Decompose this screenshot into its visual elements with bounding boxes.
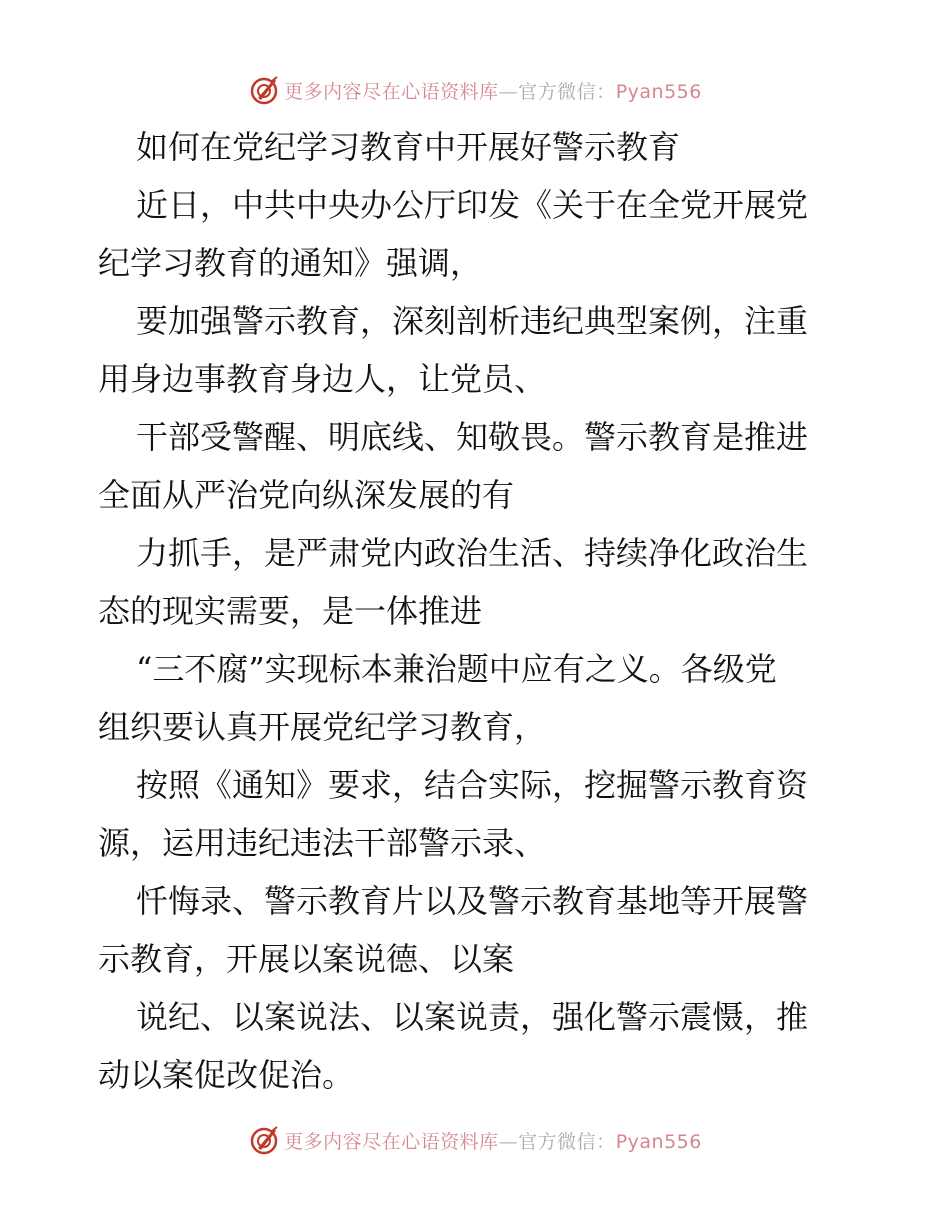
footer-banner-inner xyxy=(248,1124,702,1156)
header-banner-dash: — xyxy=(498,80,519,103)
document-title: 如何在党纪学习教育中开展好警示教育 xyxy=(136,128,681,166)
footer-banner-main: 更多内容尽在心语资料库 xyxy=(284,1130,499,1153)
paragraph-line: 用身边事教育身边人，让党员、 xyxy=(98,360,547,398)
paragraph-line: 示教育，开展以案说德、以案 xyxy=(98,940,515,978)
paragraph-line: 纪学习教育的通知》强调， xyxy=(98,244,483,282)
quill-logo-icon xyxy=(248,74,280,106)
paragraph-line: 忏悔录、警示教育片以及警示教育基地等开展警 xyxy=(136,882,809,920)
header-banner xyxy=(0,70,950,110)
paragraph-line: 说纪、以案说法、以案说责，强化警示震慑，推 xyxy=(136,998,809,1036)
header-banner-official: 官方微信： xyxy=(518,80,616,103)
header-banner-main: 更多内容尽在心语资料库 xyxy=(284,80,499,103)
paragraph-line: 干部受警醒、明底线、知敬畏。警示教育是推进 xyxy=(136,418,809,456)
quill-logo-icon xyxy=(248,1124,280,1156)
paragraph-line: 近日，中共中央办公厅印发《关于在全党开展党 xyxy=(136,186,809,224)
paragraph-line: “三不腐”实现标本兼治题中应有之义。各级党 xyxy=(136,650,777,688)
footer-banner-official: 官方微信： xyxy=(518,1130,616,1153)
document-body xyxy=(98,118,858,1104)
paragraph-line: 源，运用违纪违法干部警示录、 xyxy=(98,824,547,862)
footer-banner-id: Pyan556 xyxy=(615,1130,702,1153)
paragraph-line: 全面从严治党向纵深发展的有 xyxy=(98,476,515,514)
paragraph-line: 力抓手，是严肃党内政治生活、持续净化政治生 xyxy=(136,534,809,572)
paragraph-line: 动以案促改促治。 xyxy=(98,1056,355,1094)
paragraph-line: 要加强警示教育，深刻剖析违纪典型案例，注重 xyxy=(136,302,809,340)
footer-banner xyxy=(0,1120,950,1160)
header-banner-text xyxy=(284,77,702,104)
footer-banner-text xyxy=(284,1127,702,1154)
header-banner-inner xyxy=(248,74,702,106)
paragraph-line: 按照《通知》要求，结合实际，挖掘警示教育资 xyxy=(136,766,809,804)
paragraph-line: 组织要认真开展党纪学习教育， xyxy=(98,708,547,746)
paragraph-line: 态的现实需要，是一体推进 xyxy=(98,592,483,630)
header-banner-id: Pyan556 xyxy=(615,80,702,103)
footer-banner-dash: — xyxy=(498,1130,519,1153)
